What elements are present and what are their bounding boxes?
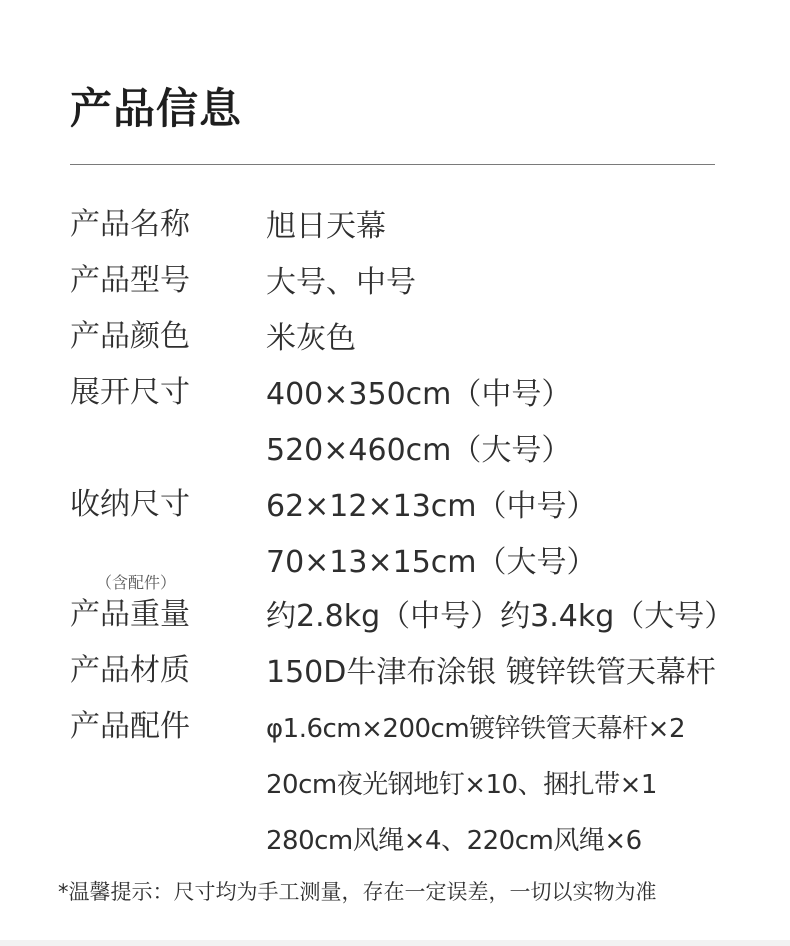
page-title: 产品信息: [70, 84, 243, 133]
value-accessory-poles: φ1.6cm×200cm镀锌铁管天幕杆×2: [266, 714, 685, 744]
weight-includes-accessories-note: （含配件）: [96, 573, 177, 592]
value-product-weight: 约2.8kg（中号）约3.4kg（大号）: [266, 599, 735, 634]
label-pack-size: 收纳尺寸: [70, 487, 190, 522]
label-product-material: 产品材质: [70, 653, 190, 688]
label-product-weight: 产品重量: [70, 597, 190, 632]
label-product-color: 产品颜色: [70, 319, 190, 354]
value-open-size-medium: 400×350cm（中号）: [266, 377, 572, 412]
label-product-name: 产品名称: [70, 207, 190, 242]
bottom-divider-strip: [0, 940, 790, 946]
footer-tip: *温馨提示：尺寸均为手工测量，存在一定误差，一切以实物为准: [58, 880, 657, 904]
value-product-material: 150D牛津布涂银 镀锌铁管天幕杆: [266, 655, 716, 690]
label-product-accessories: 产品配件: [70, 709, 190, 744]
value-product-model: 大号、中号: [266, 265, 416, 300]
value-product-name: 旭日天幕: [266, 209, 386, 244]
label-open-size: 展开尺寸: [70, 375, 190, 410]
value-accessory-ropes: 280cm风绳×4、220cm风绳×6: [266, 826, 642, 856]
value-pack-size-large: 70×13×15cm（大号）: [266, 545, 597, 580]
label-product-model: 产品型号: [70, 263, 190, 298]
value-product-color: 米灰色: [266, 321, 356, 356]
title-divider: [70, 164, 715, 165]
value-open-size-large: 520×460cm（大号）: [266, 433, 572, 468]
value-pack-size-medium: 62×12×13cm（中号）: [266, 489, 597, 524]
value-accessory-stakes: 20cm夜光钢地钉×10、捆扎带×1: [266, 770, 657, 800]
